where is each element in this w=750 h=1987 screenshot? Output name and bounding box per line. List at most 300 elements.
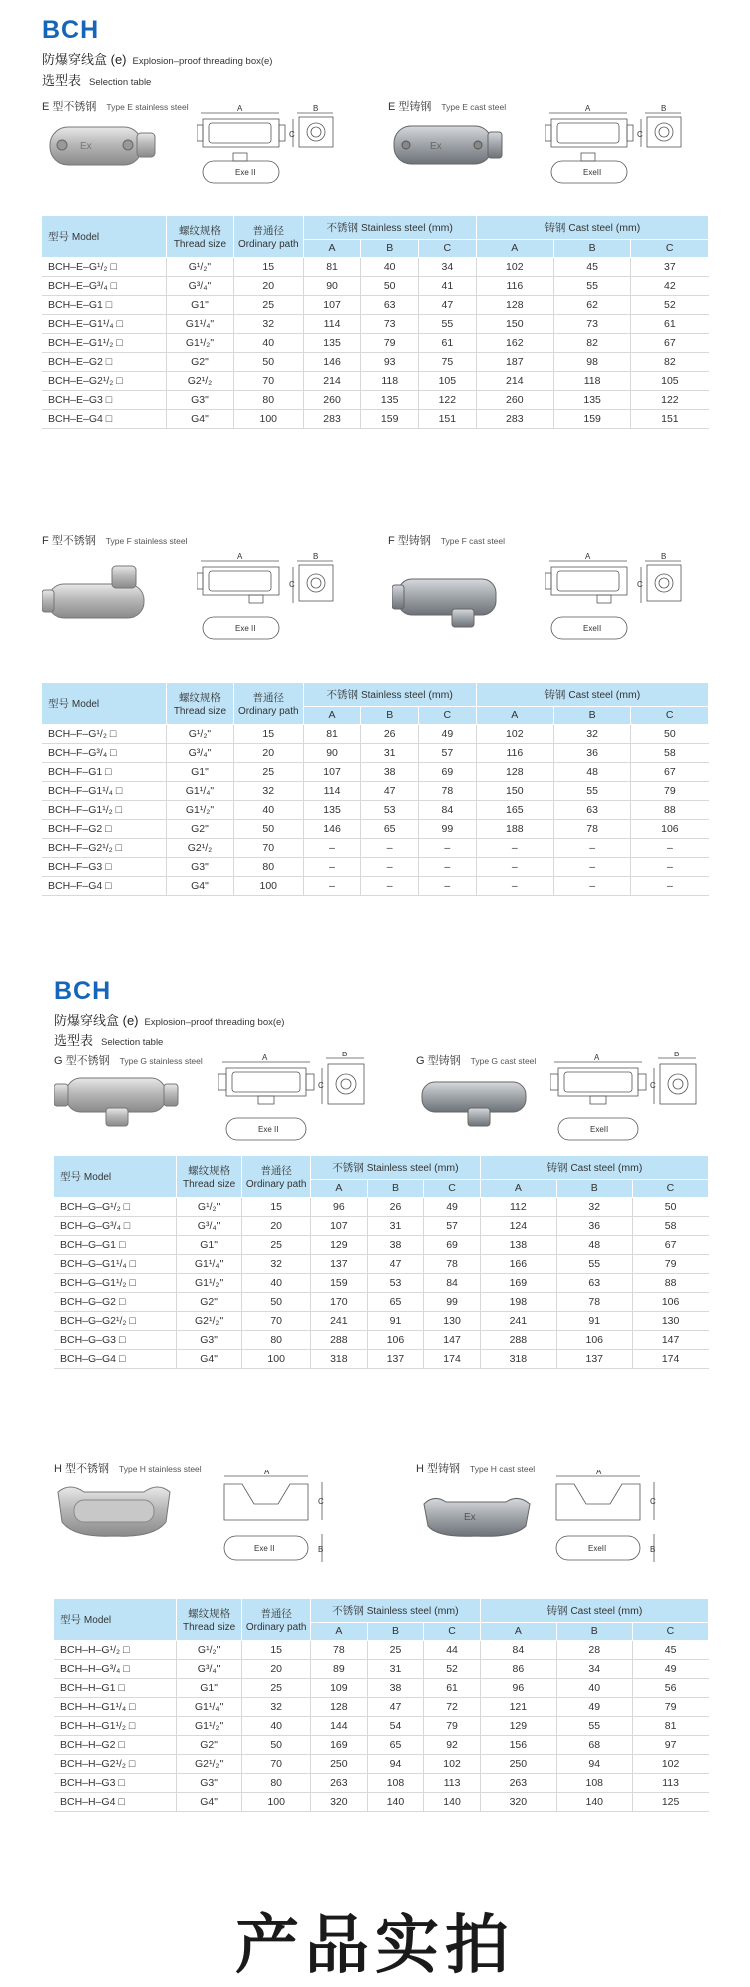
col-header-thread: 螺纹规格 Thread size: [176, 1599, 241, 1640]
drawing-f-stainless: [197, 553, 362, 653]
table-cell: 79: [632, 1254, 708, 1273]
table-cell: 109: [311, 1678, 368, 1697]
photo-e-stainless-mark: Ex: [80, 141, 92, 152]
table-cell: 128: [476, 762, 553, 781]
table-cell: 151: [419, 409, 477, 428]
table-cell: 214: [303, 371, 361, 390]
table-row: [42, 371, 709, 390]
table-cell: BCH–F–G1 □: [42, 762, 167, 781]
table-cell: 40: [242, 1273, 311, 1292]
table-cell: –: [476, 857, 553, 876]
table-cell: 169: [311, 1735, 368, 1754]
svg-text:A: A: [585, 105, 591, 113]
table-cell: 86: [480, 1659, 556, 1678]
table-cell: –: [553, 876, 630, 895]
table-cell: G3": [167, 857, 234, 876]
table-cell: 50: [361, 276, 419, 295]
table-cell: 129: [480, 1716, 556, 1735]
selection-en: Selection table: [89, 77, 152, 88]
table-cell: 100: [242, 1349, 311, 1368]
table-cell: 150: [476, 781, 553, 800]
table-row: [54, 1659, 709, 1678]
col-header-cast: 铸钢 Cast steel (mm): [476, 683, 708, 706]
table-cell: BCH–H–G2 □: [54, 1735, 176, 1754]
table-cell: 118: [361, 371, 419, 390]
brand-title: BCH: [42, 16, 100, 44]
svg-text:C: C: [318, 1081, 324, 1090]
table-cell: 250: [311, 1754, 368, 1773]
table-cell: 34: [556, 1659, 632, 1678]
table-cell: 69: [424, 1235, 481, 1254]
table-cell: 105: [419, 371, 477, 390]
table-row: [42, 257, 709, 276]
table-cell: 174: [424, 1349, 481, 1368]
product-photos-title: 产品实拍: [235, 1909, 515, 1983]
svg-text:B: B: [318, 1545, 324, 1554]
table-cell: 80: [233, 390, 303, 409]
table-cell: 100: [242, 1792, 311, 1811]
table-cell: BCH–H–G1¹/₂ □: [54, 1716, 176, 1735]
table-cell: 241: [480, 1311, 556, 1330]
svg-text:A: A: [262, 1053, 268, 1062]
table-cell: 49: [556, 1697, 632, 1716]
table-cell: BCH–F–G1¹/₂ □: [42, 800, 167, 819]
table-row: [54, 1678, 709, 1697]
table-cell: 78: [424, 1254, 481, 1273]
table-cell: 50: [242, 1292, 311, 1311]
table-cell: G1": [167, 295, 234, 314]
table-cell: 45: [553, 257, 630, 276]
svg-text:A: A: [585, 553, 591, 561]
table-cell: 159: [553, 409, 630, 428]
table-cell: 25: [233, 762, 303, 781]
table-cell: 28: [556, 1640, 632, 1659]
table-cell: 187: [476, 352, 553, 371]
col-header-a: A: [303, 706, 361, 724]
table-cell: BCH–F–G1¹/₄ □: [42, 781, 167, 800]
col-header-stainless: 不锈钢 Stainless steel (mm): [311, 1156, 481, 1179]
table-cell: 67: [632, 1235, 708, 1254]
col-header-c: C: [424, 1179, 481, 1197]
table-cell: 63: [553, 800, 630, 819]
table-cell: 88: [631, 800, 709, 819]
table-cell: –: [303, 838, 361, 857]
col-header-c: C: [631, 239, 709, 257]
table-cell: 159: [361, 409, 419, 428]
table-cell: 135: [361, 390, 419, 409]
table-row: [42, 314, 709, 333]
table-cell: G1": [176, 1678, 241, 1697]
table-cell: 91: [367, 1311, 424, 1330]
col-header-b: B: [553, 239, 630, 257]
table-cell: 20: [242, 1216, 311, 1235]
table-cell: –: [361, 857, 419, 876]
table-cell: 97: [632, 1735, 708, 1754]
svg-text:A: A: [237, 553, 243, 561]
table-cell: 144: [311, 1716, 368, 1735]
photo-e-cast: [390, 118, 505, 173]
col-header-b: B: [553, 706, 630, 724]
table-cell: 47: [367, 1697, 424, 1716]
table-cell: G1¹/₂": [176, 1716, 241, 1735]
col-header-c: C: [632, 1179, 708, 1197]
col-header-thread: 螺纹规格 Thread size: [176, 1156, 241, 1197]
photo-g-cast: [418, 1072, 533, 1134]
table-cell: 68: [556, 1735, 632, 1754]
table-cell: BCH–H–G3 □: [54, 1773, 176, 1792]
table-cell: BCH–F–G4 □: [42, 876, 167, 895]
svg-text:ExeII: ExeII: [590, 1125, 609, 1134]
svg-text:B: B: [674, 1052, 680, 1058]
table-row: [42, 390, 709, 409]
type-e-stainless-label: E 型不锈钢 Type E stainless steel: [42, 101, 189, 113]
table-cell: 113: [632, 1773, 708, 1792]
table-cell: 70: [233, 838, 303, 857]
table-type-e: [42, 216, 709, 429]
table-cell: 32: [553, 724, 630, 743]
table-cell: G1": [176, 1235, 241, 1254]
table-cell: 121: [480, 1697, 556, 1716]
table-cell: 79: [632, 1697, 708, 1716]
table-cell: G1": [167, 762, 234, 781]
table-cell: G2¹/₂": [176, 1311, 241, 1330]
table-cell: G¹/₂": [167, 724, 234, 743]
table-row: [54, 1754, 709, 1773]
col-header-c: C: [419, 239, 477, 257]
table-cell: G1¹/₄": [176, 1697, 241, 1716]
table-cell: BCH–E–G1¹/₂ □: [42, 333, 167, 352]
col-header-thread: 螺纹规格 Thread size: [167, 216, 234, 257]
table-cell: G1¹/₂": [167, 800, 234, 819]
table-cell: G³/₄": [167, 743, 234, 762]
table-cell: 102: [424, 1754, 481, 1773]
col-header-b: B: [361, 239, 419, 257]
table-cell: 37: [631, 257, 709, 276]
table-cell: 89: [311, 1659, 368, 1678]
table-type-g: [54, 1156, 709, 1369]
table-cell: 47: [361, 781, 419, 800]
table-cell: 15: [242, 1197, 311, 1216]
svg-text:C: C: [650, 1081, 656, 1090]
table-row: [42, 781, 709, 800]
table-cell: BCH–H–G4 □: [54, 1792, 176, 1811]
table-cell: 93: [361, 352, 419, 371]
table-cell: 94: [556, 1754, 632, 1773]
table-cell: 53: [367, 1273, 424, 1292]
table-cell: 188: [476, 819, 553, 838]
table-cell: 320: [480, 1792, 556, 1811]
table-cell: 70: [233, 371, 303, 390]
table-cell: 250: [480, 1754, 556, 1773]
table-cell: 72: [424, 1697, 481, 1716]
table-cell: 25: [242, 1235, 311, 1254]
table-cell: BCH–G–G1¹/₄ □: [54, 1254, 176, 1273]
table-cell: –: [361, 876, 419, 895]
type-h-stainless-label: H 型不锈钢 Type H stainless steel: [54, 1463, 202, 1475]
table-cell: 108: [367, 1773, 424, 1792]
col-header-model: 型号 Model: [54, 1156, 176, 1197]
table-cell: 150: [476, 314, 553, 333]
table-cell: –: [631, 838, 709, 857]
table-cell: 241: [311, 1311, 368, 1330]
table-row: [42, 762, 709, 781]
drawing-e-stainless: [197, 105, 362, 200]
table-cell: BCH–E–G1¹/₄ □: [42, 314, 167, 333]
table-cell: 56: [632, 1678, 708, 1697]
table-row: [54, 1235, 709, 1254]
table-row: [54, 1292, 709, 1311]
table-row: [42, 819, 709, 838]
table-cell: G¹/₂": [176, 1640, 241, 1659]
table-cell: 105: [631, 371, 709, 390]
table-cell: 113: [424, 1773, 481, 1792]
table-cell: 125: [632, 1792, 708, 1811]
table-row: [54, 1330, 709, 1349]
table-cell: 38: [367, 1678, 424, 1697]
table-cell: 260: [476, 390, 553, 409]
table-cell: 98: [553, 352, 630, 371]
table-cell: 102: [476, 257, 553, 276]
photo-g-stainless: [54, 1068, 179, 1130]
table-cell: G³/₄": [176, 1659, 241, 1678]
table-row: [42, 857, 709, 876]
table-cell: BCH–F–G3 □: [42, 857, 167, 876]
table-cell: BCH–G–G4 □: [54, 1349, 176, 1368]
photo-f-stainless: [42, 560, 157, 635]
table-cell: 25: [233, 295, 303, 314]
drawing-g-stainless: [218, 1052, 388, 1152]
table-cell: 48: [553, 762, 630, 781]
table-cell: –: [553, 857, 630, 876]
type-f-stainless-label: F 型不锈钢 Type F stainless steel: [42, 535, 188, 547]
table-cell: BCH–E–G1 □: [42, 295, 167, 314]
table-cell: G¹/₂": [167, 257, 234, 276]
table-cell: 55: [553, 276, 630, 295]
table-cell: 47: [419, 295, 477, 314]
table-cell: 80: [242, 1330, 311, 1349]
table-cell: 96: [480, 1678, 556, 1697]
table-cell: 54: [367, 1716, 424, 1735]
table-cell: 32: [233, 781, 303, 800]
table-cell: BCH–H–G1 □: [54, 1678, 176, 1697]
table-cell: 36: [556, 1216, 632, 1235]
table-cell: BCH–E–G3 □: [42, 390, 167, 409]
table-cell: 116: [476, 276, 553, 295]
table-row: [54, 1197, 709, 1216]
table-cell: BCH–G–G¹/₂ □: [54, 1197, 176, 1216]
table-row: [42, 276, 709, 295]
col-header-a: A: [480, 1622, 556, 1640]
table-cell: 44: [424, 1640, 481, 1659]
svg-text:ExeII: ExeII: [583, 168, 602, 177]
type-g-cast-label: G 型铸钢 Type G cast steel: [416, 1055, 537, 1067]
table-cell: 135: [553, 390, 630, 409]
table-cell: 288: [311, 1330, 368, 1349]
table-cell: 50: [242, 1735, 311, 1754]
table-cell: 50: [233, 819, 303, 838]
svg-text:C: C: [650, 1497, 656, 1506]
table-cell: 159: [311, 1273, 368, 1292]
svg-text:A: A: [237, 105, 243, 113]
col-header-stainless: 不锈钢 Stainless steel (mm): [303, 683, 476, 706]
table-cell: 99: [419, 819, 477, 838]
table-cell: G2": [167, 352, 234, 371]
table-cell: 15: [233, 724, 303, 743]
table-type-f: [42, 683, 709, 896]
brand-title-2: BCH: [54, 977, 112, 1005]
svg-text:A: A: [264, 1470, 270, 1476]
table-cell: 81: [632, 1716, 708, 1735]
col-header-a: A: [303, 239, 361, 257]
table-row: [54, 1216, 709, 1235]
table-cell: –: [631, 876, 709, 895]
table-cell: 73: [361, 314, 419, 333]
table-cell: 137: [556, 1349, 632, 1368]
table-cell: 147: [632, 1330, 708, 1349]
table-cell: G1¹/₄": [167, 781, 234, 800]
table-row: [54, 1273, 709, 1292]
table-cell: 73: [553, 314, 630, 333]
table-cell: 52: [631, 295, 709, 314]
table-cell: 31: [367, 1216, 424, 1235]
table-cell: 26: [361, 724, 419, 743]
table-cell: 61: [419, 333, 477, 352]
table-cell: 94: [367, 1754, 424, 1773]
table-cell: BCH–F–G¹/₂ □: [42, 724, 167, 743]
table-cell: 106: [556, 1330, 632, 1349]
svg-text:B: B: [342, 1052, 348, 1058]
table-cell: 166: [480, 1254, 556, 1273]
svg-text:Exe II: Exe II: [258, 1125, 279, 1134]
subtitle-2: 防爆穿线盒 (e) Explosion–proof threading box(e): [54, 1013, 285, 1028]
table-cell: BCH–G–G1 □: [54, 1235, 176, 1254]
table-cell: 165: [476, 800, 553, 819]
table-cell: 214: [476, 371, 553, 390]
drawing-h-cast: [550, 1470, 700, 1570]
table-cell: 198: [480, 1292, 556, 1311]
table-cell: 25: [242, 1678, 311, 1697]
table-cell: 70: [242, 1754, 311, 1773]
table-row: [42, 838, 709, 857]
table-cell: –: [631, 857, 709, 876]
table-row: [42, 876, 709, 895]
table-row: [54, 1792, 709, 1811]
table-type-h: [54, 1599, 709, 1812]
table-cell: 137: [367, 1349, 424, 1368]
table-cell: G3": [176, 1330, 241, 1349]
table-cell: BCH–F–G2 □: [42, 819, 167, 838]
table-cell: 69: [419, 762, 477, 781]
table-row: [42, 295, 709, 314]
table-cell: 15: [233, 257, 303, 276]
table-cell: G2¹/₂: [167, 371, 234, 390]
col-header-path: 普通径 Ordinary path: [242, 1599, 311, 1640]
table-cell: 57: [424, 1216, 481, 1235]
table-cell: G1¹/₄": [167, 314, 234, 333]
table-cell: 45: [632, 1640, 708, 1659]
svg-text:C: C: [637, 580, 643, 589]
table-cell: 174: [632, 1349, 708, 1368]
col-header-path: 普通径 Ordinary path: [233, 683, 303, 724]
table-row: [42, 800, 709, 819]
table-cell: 170: [311, 1292, 368, 1311]
svg-text:C: C: [289, 580, 295, 589]
table-row: [42, 724, 709, 743]
table-row: [54, 1773, 709, 1792]
table-cell: 25: [367, 1640, 424, 1659]
table-cell: 146: [303, 352, 361, 371]
table-cell: BCH–E–G4 □: [42, 409, 167, 428]
table-cell: 118: [553, 371, 630, 390]
table-cell: 263: [311, 1773, 368, 1792]
table-cell: 62: [553, 295, 630, 314]
table-cell: 55: [553, 781, 630, 800]
table-cell: 80: [233, 857, 303, 876]
svg-text:C: C: [289, 130, 295, 139]
table-row: [42, 743, 709, 762]
table-cell: 52: [424, 1659, 481, 1678]
table-cell: G4": [176, 1792, 241, 1811]
svg-text:B: B: [661, 553, 667, 561]
svg-text:B: B: [313, 553, 319, 561]
svg-text:ExeII: ExeII: [583, 624, 602, 633]
table-cell: 263: [480, 1773, 556, 1792]
svg-text:A: A: [594, 1053, 600, 1062]
table-cell: 78: [556, 1292, 632, 1311]
table-cell: 88: [632, 1273, 708, 1292]
table-cell: 31: [361, 743, 419, 762]
table-cell: 50: [632, 1197, 708, 1216]
table-cell: BCH–F–G³/₄ □: [42, 743, 167, 762]
table-cell: –: [419, 876, 477, 895]
table-cell: G2¹/₂": [176, 1754, 241, 1773]
table-cell: 162: [476, 333, 553, 352]
col-header-model: 型号 Model: [42, 683, 167, 724]
subtitle: [42, 49, 272, 68]
table-cell: 58: [631, 743, 709, 762]
table-cell: 116: [476, 743, 553, 762]
col-header-path: 普通径 Ordinary path: [242, 1156, 311, 1197]
table-cell: 288: [480, 1330, 556, 1349]
table-cell: 32: [242, 1697, 311, 1716]
table-cell: 128: [476, 295, 553, 314]
table-row: [54, 1254, 709, 1273]
table-cell: 100: [233, 409, 303, 428]
col-header-a: A: [476, 239, 553, 257]
table-cell: 138: [480, 1235, 556, 1254]
table-cell: 318: [480, 1349, 556, 1368]
table-cell: –: [419, 838, 477, 857]
drawing-e-cast: [545, 105, 710, 200]
svg-text:C: C: [318, 1497, 324, 1506]
table-cell: 169: [480, 1273, 556, 1292]
table-cell: 99: [424, 1292, 481, 1311]
table-cell: 32: [233, 314, 303, 333]
col-header-a: A: [311, 1179, 368, 1197]
table-cell: 57: [419, 743, 477, 762]
table-cell: BCH–H–G³/₄ □: [54, 1659, 176, 1678]
table-cell: 38: [367, 1235, 424, 1254]
col-header-stainless: 不锈钢 Stainless steel (mm): [303, 216, 476, 239]
svg-text:B: B: [650, 1545, 656, 1554]
col-header-c: C: [631, 706, 709, 724]
col-header-b: B: [361, 706, 419, 724]
table-cell: 58: [632, 1216, 708, 1235]
table-cell: 130: [424, 1311, 481, 1330]
table-cell: 283: [476, 409, 553, 428]
type-e-cast-label: E 型铸钢 Type E cast steel: [388, 101, 507, 113]
svg-text:B: B: [661, 105, 667, 113]
